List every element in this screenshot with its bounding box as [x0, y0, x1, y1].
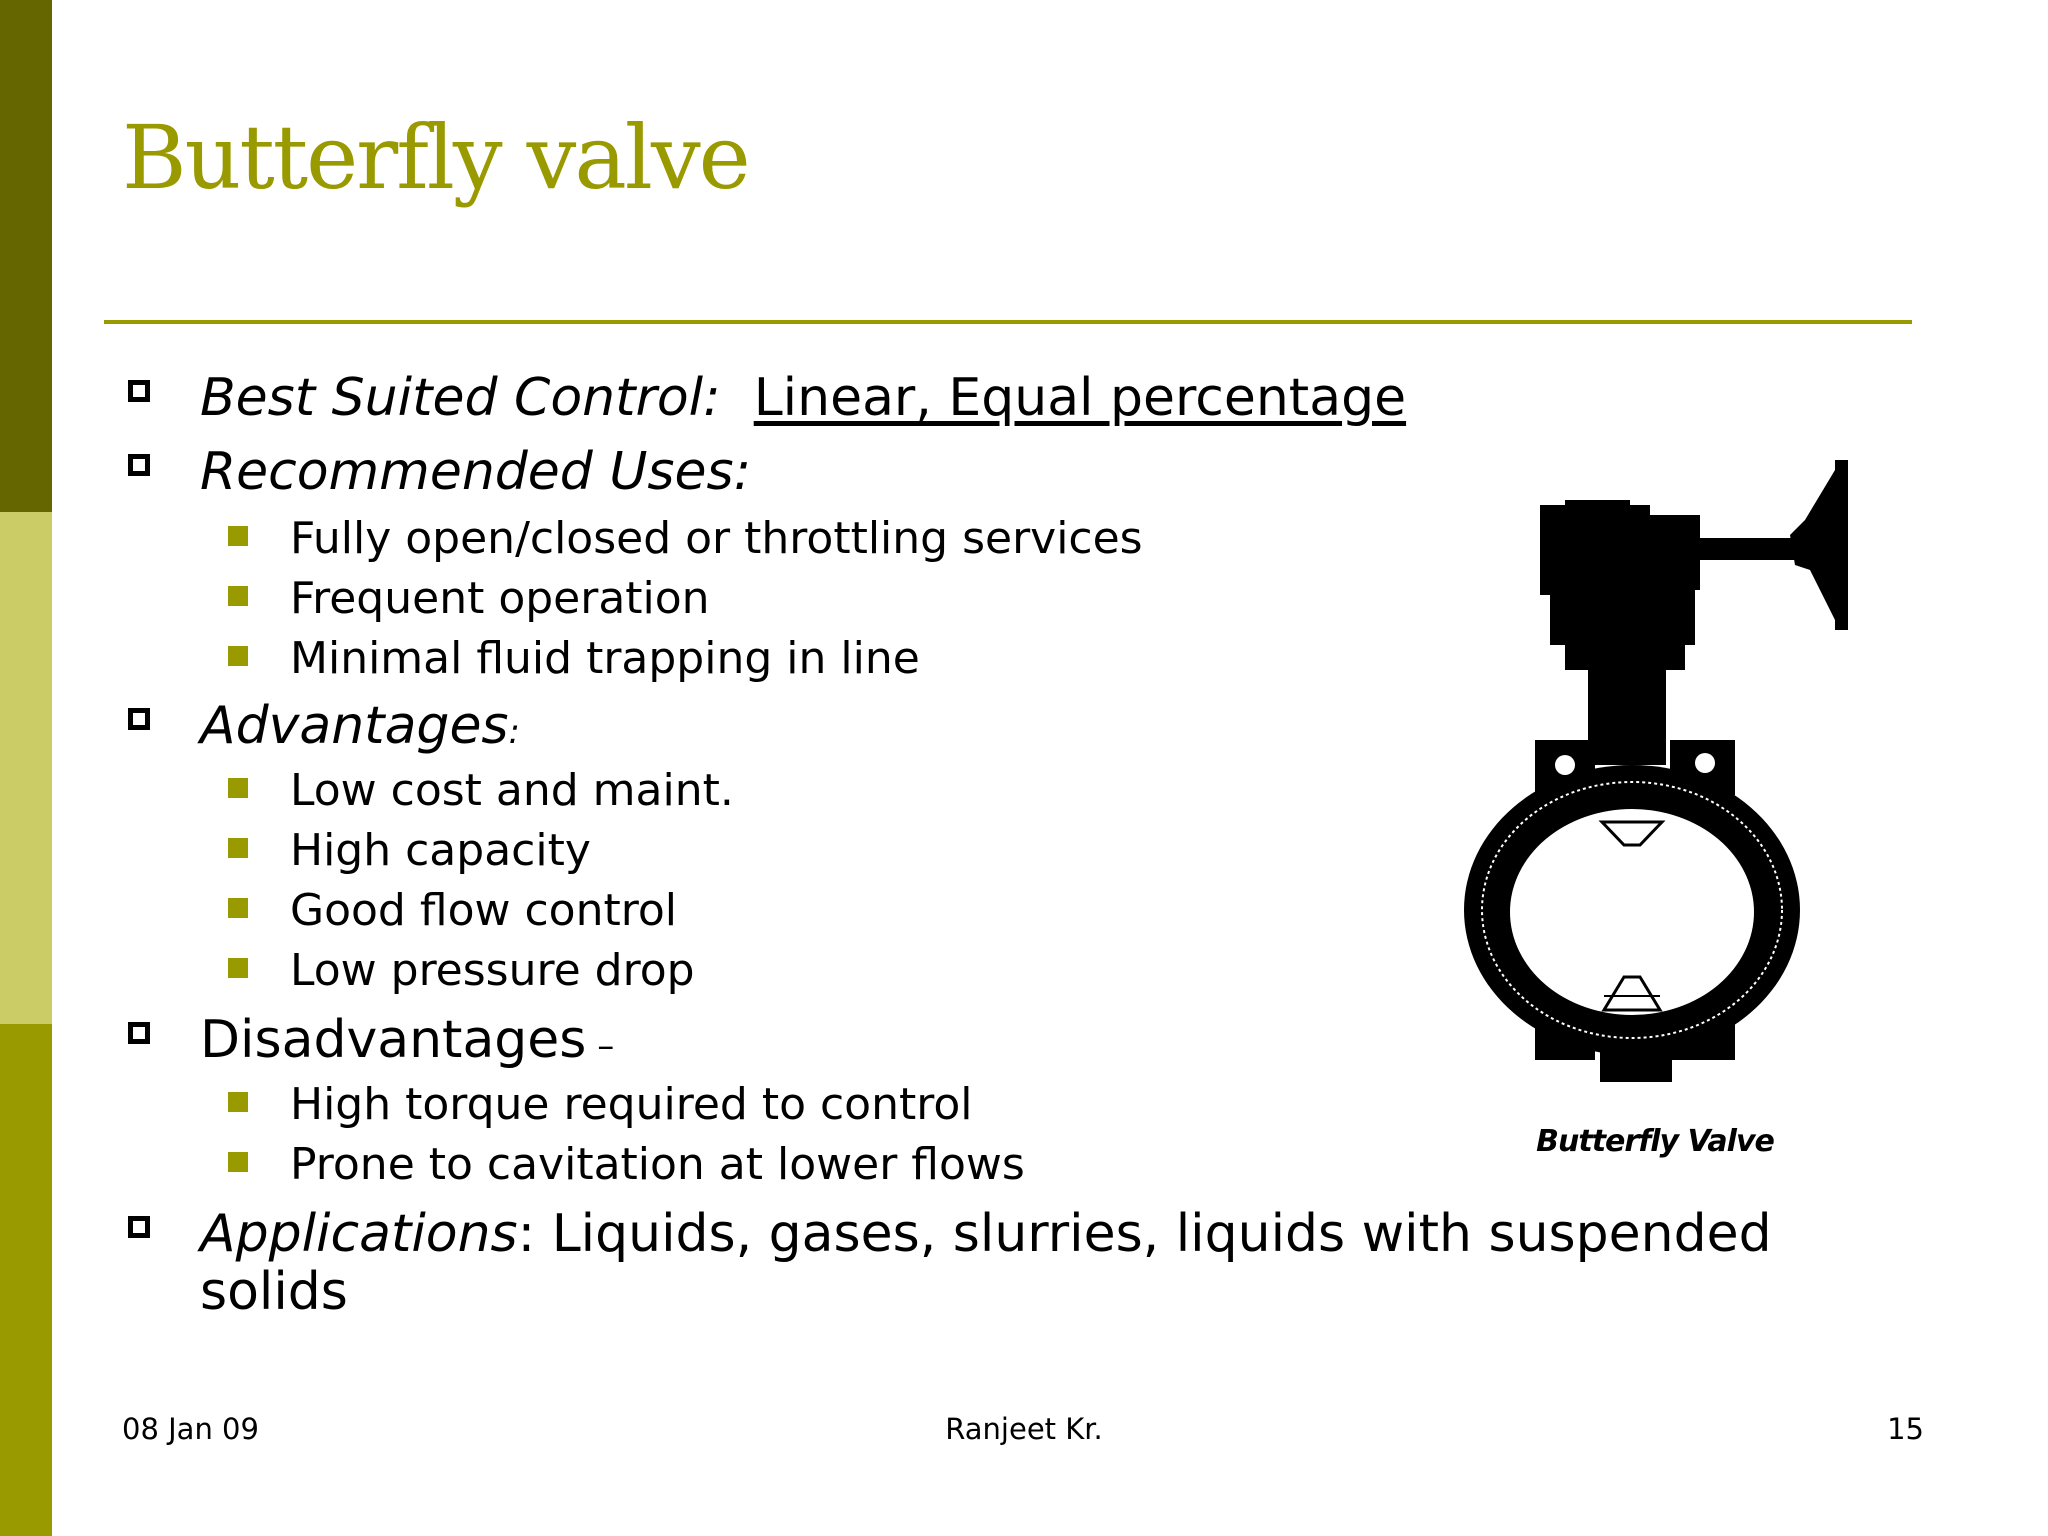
disadvantages-dash: – — [586, 1026, 615, 1066]
bolt-hole — [1695, 753, 1715, 773]
square-bullet-icon — [128, 1022, 150, 1044]
square-bullet-icon — [128, 380, 150, 402]
list-item: High capacity — [290, 825, 591, 876]
applications-text: : Liquids, gases, slurries, liquids with suspended — [517, 1204, 1772, 1264]
list-item: Fully open/closed or throttling services — [290, 513, 1143, 564]
filled-square-bullet-icon — [228, 778, 248, 798]
page-number: 15 — [1887, 1412, 1924, 1446]
gearbox-base — [1550, 590, 1695, 645]
advantages-heading — [200, 696, 520, 762]
footer-author: Ranjeet Kr. — [945, 1412, 1103, 1446]
handwheel-rim — [1835, 460, 1848, 630]
recommended-label: Recommended Uses — [200, 442, 734, 502]
filled-square-bullet-icon — [228, 838, 248, 858]
filled-square-bullet-icon — [228, 1152, 248, 1172]
gearbox-side — [1645, 515, 1700, 590]
best-suited-value: Linear, Equal percentage — [753, 368, 1407, 428]
filled-square-bullet-icon — [228, 646, 248, 666]
applications-label: Applications — [200, 1204, 518, 1264]
filled-square-bullet-icon — [228, 586, 248, 606]
advantages-colon: : — [508, 712, 520, 752]
bolt-hole — [1555, 755, 1575, 775]
butterfly-valve-image — [1440, 450, 1880, 1170]
best-suited-label: Best Suited Control: — [200, 368, 721, 428]
slide-title: Butterfly valve — [122, 106, 749, 209]
recommended-heading — [200, 442, 751, 502]
filled-square-bullet-icon — [228, 526, 248, 546]
gearbox-cap — [1565, 500, 1630, 510]
best-suited-line — [200, 368, 1406, 428]
applications-line-2: solids — [200, 1262, 348, 1322]
footer-date: 08 Jan 09 — [122, 1412, 259, 1446]
square-bullet-icon — [128, 454, 150, 476]
valve-neck — [1588, 665, 1666, 765]
list-item: Low pressure drop — [290, 945, 695, 996]
square-bullet-icon — [128, 708, 150, 730]
disadvantages-heading — [200, 1010, 614, 1076]
filled-square-bullet-icon — [228, 898, 248, 918]
list-item: Minimal fluid trapping in line — [290, 633, 920, 684]
applications-line — [200, 1204, 1772, 1264]
list-item: High torque required to control — [290, 1079, 973, 1130]
square-bullet-icon — [128, 1216, 150, 1238]
filled-square-bullet-icon — [228, 1092, 248, 1112]
list-item: Good flow control — [290, 885, 677, 936]
recommended-colon: : — [733, 442, 752, 502]
advantages-label: Advantages — [200, 696, 509, 756]
filled-square-bullet-icon — [228, 958, 248, 978]
disadvantages-label: Disadvantages — [200, 1010, 587, 1070]
gearbox-body — [1540, 505, 1650, 595]
list-item: Low cost and maint. — [290, 765, 734, 816]
figure-caption: Butterfly Valve — [1536, 1124, 1774, 1159]
list-item: Prone to cavitation at lower flows — [290, 1139, 1025, 1190]
gear-shaft — [1690, 538, 1800, 560]
list-item: Frequent operation — [290, 573, 710, 624]
